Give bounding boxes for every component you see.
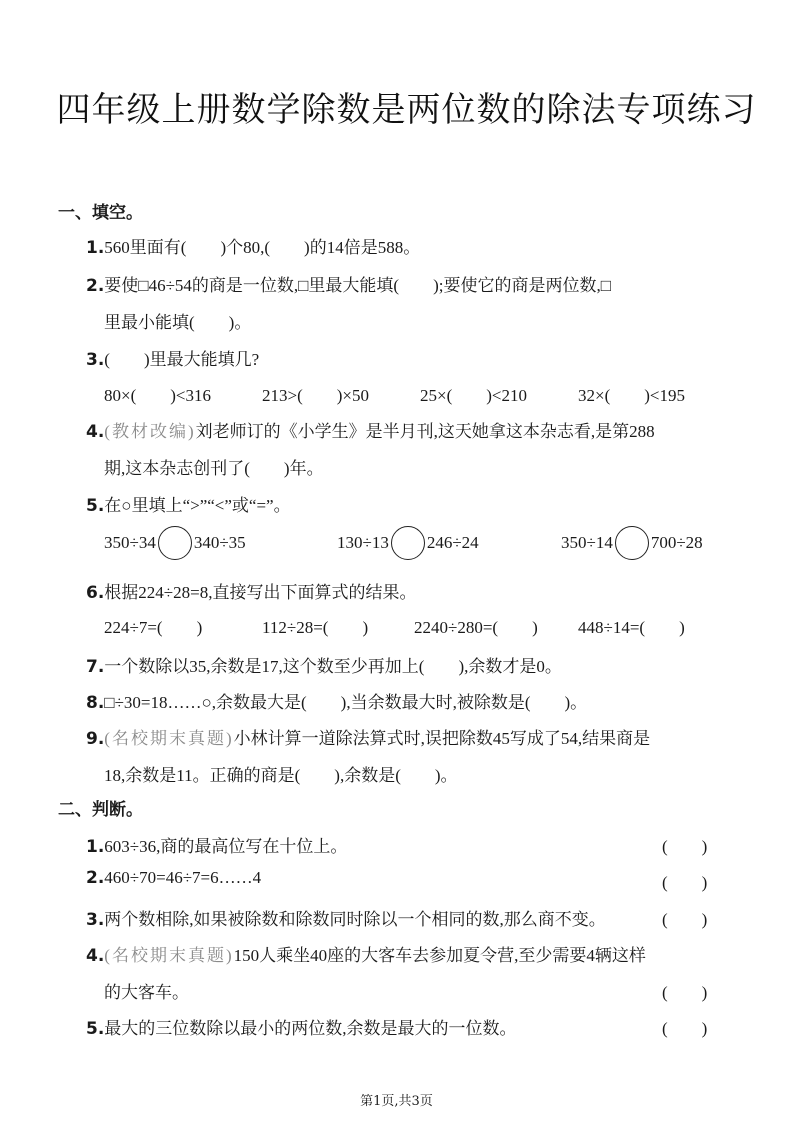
q3-item-3: 25×( )<210 <box>420 386 527 405</box>
question-1-4: 4.(教材改编)刘老师订的《小学生》是半月刊,这天她拿这本杂志看,是第288 <box>86 422 655 442</box>
q6-item-1: 224÷7=( ) <box>104 618 203 637</box>
q6-item-4: 448÷14=( ) <box>578 618 685 637</box>
q3-item-2: 213>( )×50 <box>262 386 369 405</box>
page-title: 四年级上册数学除数是两位数的除法专项练习 <box>56 90 757 130</box>
answer-blank[interactable]: ( ) <box>662 983 708 1002</box>
question-2-1: 1.603÷36,商的最高位写在十位上。 <box>86 837 348 857</box>
page-footer: 第1页,共3页 <box>360 1094 433 1109</box>
question-1-8: 8.□÷30=18……○,余数最大是( ),当余数最大时,被除数是( )。 <box>86 693 588 713</box>
section-heading-fill-blank: 一、填空。 <box>58 203 143 223</box>
answer-blank[interactable]: ( ) <box>662 873 708 892</box>
compare-circle[interactable] <box>615 526 649 560</box>
q3-item-1: 80×( )<316 <box>104 386 211 405</box>
answer-blank[interactable]: ( ) <box>662 910 708 929</box>
answer-blank[interactable]: ( ) <box>662 1019 708 1038</box>
source-tag: (名校期末真题) <box>104 946 234 965</box>
question-1-4-cont: 期,这本杂志创刊了( )年。 <box>104 459 324 478</box>
question-1-6: 6.根据224÷28=8,直接写出下面算式的结果。 <box>86 583 417 603</box>
question-1-1: 1.560里面有( )个80,( )的14倍是588。 <box>86 238 421 258</box>
question-2-4: 4.(名校期末真题)150人乘坐40座的大客车去参加夏令营,至少需要4辆这样 <box>86 946 646 966</box>
source-tag: (名校期末真题) <box>104 729 234 748</box>
source-tag: (教材改编) <box>104 422 196 441</box>
question-1-2-cont: 里最小能填( )。 <box>104 313 252 332</box>
q6-item-3: 2240÷280=( ) <box>414 618 538 637</box>
question-1-9-cont: 18,余数是11。正确的商是( ),余数是( )。 <box>104 766 458 785</box>
answer-blank[interactable]: ( ) <box>662 837 708 856</box>
compare-item-3: 350÷14 700÷28 <box>561 526 703 560</box>
question-2-4-cont: 的大客车。 <box>104 983 189 1002</box>
question-1-7: 7.一个数除以35,余数是17,这个数至少再加上( ),余数才是0。 <box>86 657 562 677</box>
q3-item-4: 32×( )<195 <box>578 386 685 405</box>
compare-circle[interactable] <box>391 526 425 560</box>
q6-item-2: 112÷28=( ) <box>262 618 369 637</box>
question-1-3: 3.( )里最大能填几? <box>86 350 260 370</box>
compare-item-1: 350÷34 340÷35 <box>104 526 246 560</box>
question-2-3: 3.两个数相除,如果被除数和除数同时除以一个相同的数,那么商不变。 <box>86 910 606 930</box>
question-1-2: 2.要使□46÷54的商是一位数,□里最大能填( );要使它的商是两位数,□ <box>86 276 611 296</box>
question-2-5: 5.最大的三位数除以最小的两位数,余数是最大的一位数。 <box>86 1019 517 1039</box>
question-2-2: 2.460÷70=46÷7=6……4 <box>86 868 262 888</box>
compare-circle[interactable] <box>158 526 192 560</box>
question-1-9: 9.(名校期末真题)小林计算一道除法算式时,误把除数45写成了54,结果商是 <box>86 729 651 749</box>
section-heading-judgment: 二、判断。 <box>58 800 143 820</box>
question-1-5: 5.在○里填上“>”“<”或“=”。 <box>86 496 291 516</box>
compare-item-2: 130÷13 246÷24 <box>337 526 479 560</box>
